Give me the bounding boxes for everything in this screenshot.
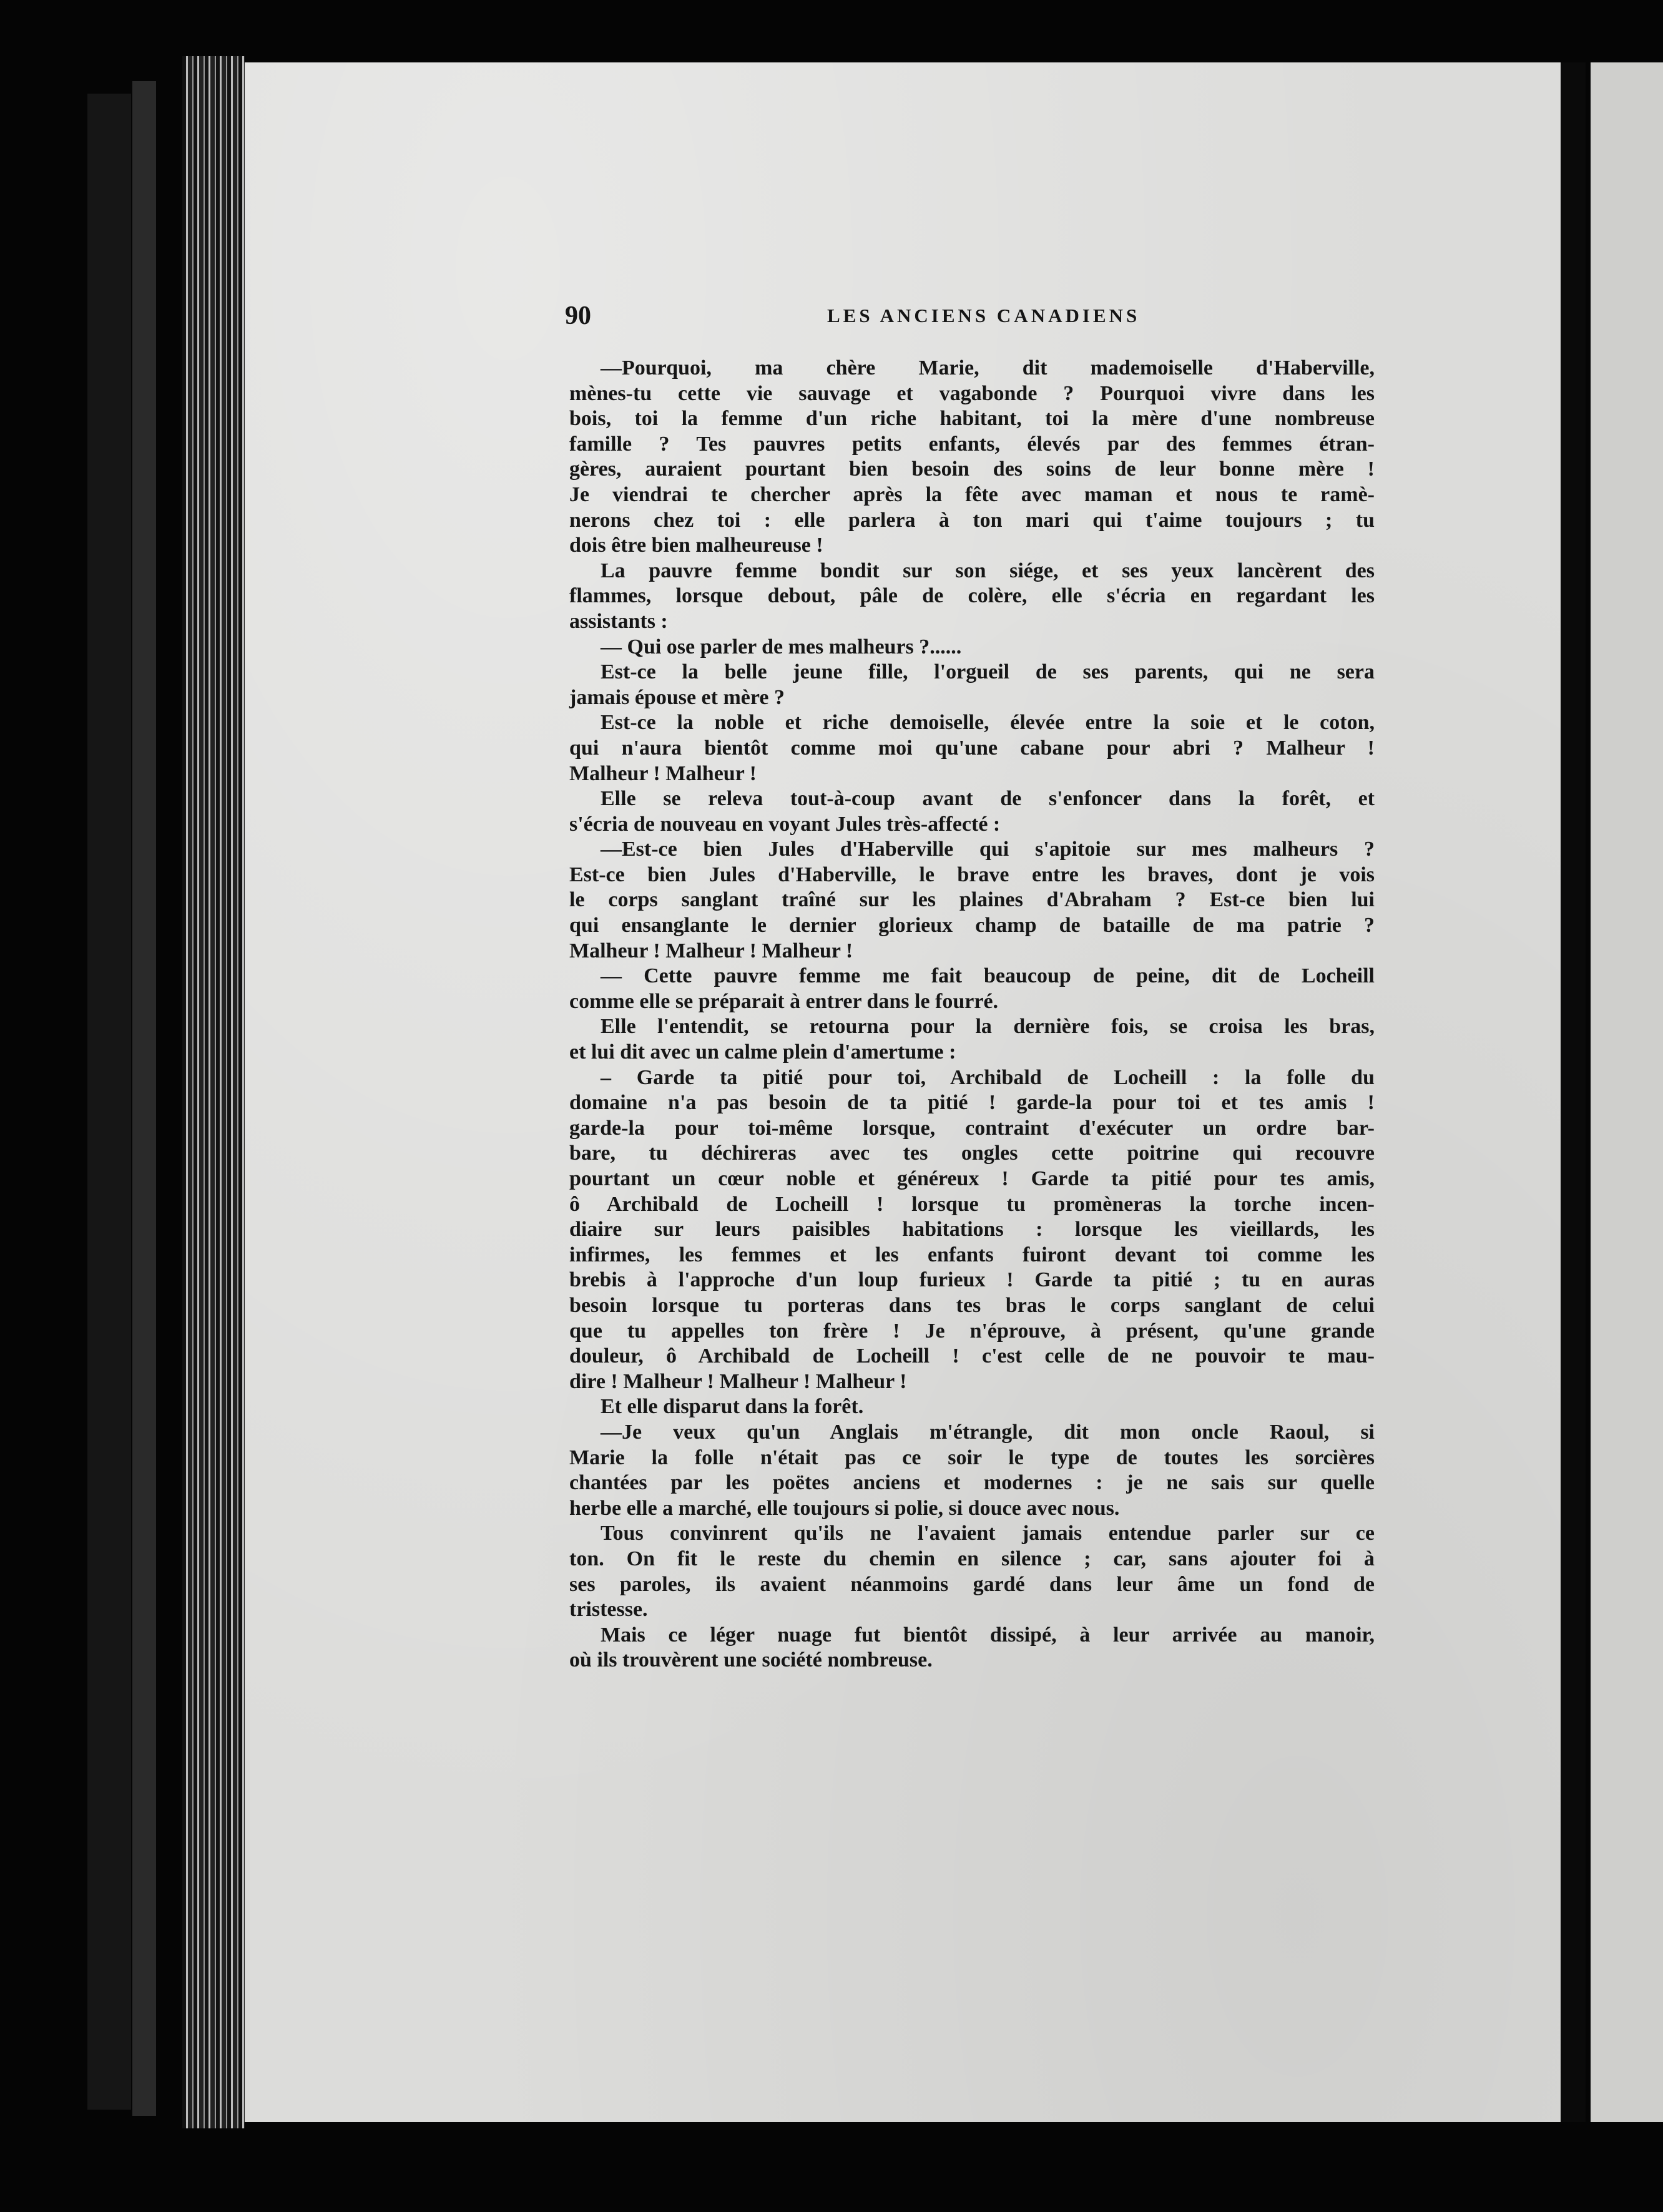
text-line: nerons chez toi : elle parlera à ton mari qui t'aime toujours ; tu	[569, 508, 1375, 532]
text-line: gères, auraient pourtant bien besoin des soins de leur bonne mère !	[569, 458, 1375, 481]
text-line: Marie la folle n'était pas ce soir le type de toutes les sorcières	[569, 1446, 1375, 1469]
text-line: bois, toi la femme d'un riche habitant, toi la mère d'une nombreuse	[569, 407, 1375, 431]
text-line: et lui dit avec un calme plein d'amertume :	[569, 1040, 956, 1064]
text-line: que tu appelles ton frère ! Je n'éprouve, à présent, qu'une grande	[569, 1319, 1375, 1343]
text-line: pourtant un cœur noble et généreux ! Garde ta pitié pour tes amis,	[569, 1167, 1375, 1190]
text-line: famille ? Tes pauvres petits enfants, élevés par des femmes étran-	[569, 432, 1375, 456]
body-text	[569, 356, 1375, 1673]
scan-border-left-inner	[132, 81, 156, 2116]
text-line: Tous convinrent qu'ils ne l'avaient jamais entendue parler sur ce	[601, 1522, 1375, 1545]
text-line: ses paroles, ils avaient néanmoins gardé dans leur âme un fond de	[569, 1572, 1375, 1596]
text-line: herbe elle a marché, elle toujours si polie, si douce avec nous.	[569, 1496, 1120, 1520]
text-line: garde-la pour toi-même lorsque, contraint d'exécuter un ordre bar-	[569, 1116, 1375, 1140]
text-line: dois être bien malheureuse !	[569, 534, 823, 557]
text-line: comme elle se préparait à entrer dans le fourré.	[569, 989, 999, 1013]
text-line: — Qui ose parler de mes malheurs ?......	[601, 635, 962, 658]
text-line: Elle se releva tout-à-coup avant de s'enfoncer dans la forêt, et	[601, 787, 1375, 811]
text-line: – Garde ta pitié pour toi, Archibald de Locheill : la folle du	[601, 1065, 1375, 1089]
text-line: Et elle disparut dans la forêt.	[601, 1395, 864, 1419]
text-line: diaire sur leurs paisibles habitations : lorsque les vieillards, les	[569, 1218, 1375, 1241]
page-number: 90	[565, 301, 591, 330]
text-line: ô Archibald de Locheill ! lorsque tu promèneras la torche incen-	[569, 1192, 1375, 1216]
running-title: LES ANCIENS CANADIENS	[827, 305, 1141, 326]
text-line: où ils trouvèrent une société nombreuse.	[569, 1648, 933, 1672]
text-line: flammes, lorsque debout, pâle de colère, elle s'écria en regardant les	[569, 584, 1375, 608]
text-line: — Cette pauvre femme me fait beaucoup de peine, dit de Locheill	[601, 964, 1375, 988]
text-line: Est-ce la noble et riche demoiselle, élevée entre la soie et le coton,	[601, 711, 1375, 735]
text-line: Malheur ! Malheur !	[569, 761, 757, 785]
text-line: La pauvre femme bondit sur son siége, et ses yeux lancèrent des	[601, 559, 1375, 582]
text-line: ton. On fit le reste du chemin en silence ; car, sans ajouter foi à	[569, 1547, 1375, 1570]
text-line: qui n'aura bientôt comme moi qu'une cabane pour abri ? Malheur !	[569, 736, 1375, 760]
text-line: —Je veux qu'un Anglais m'étrangle, dit mon oncle Raoul, si	[601, 1420, 1375, 1444]
book-page-edges	[182, 56, 245, 2128]
text-line: besoin lorsque tu porteras dans tes bras le corps sanglant de celui	[569, 1293, 1375, 1317]
text-line: Est-ce la belle jeune fille, l'orgueil de ses parents, qui ne sera	[601, 660, 1375, 684]
text-line: —Pourquoi, ma chère Marie, dit mademoiselle d'Haberville,	[601, 356, 1375, 379]
text-line: qui ensanglante le dernier glorieux champ de bataille de ma patrie ?	[569, 914, 1375, 937]
text-line: assistants :	[569, 609, 668, 633]
text-line: le corps sanglant traîné sur les plaines d'Abraham ? Est-ce bien lui	[569, 888, 1375, 912]
text-line: Malheur ! Malheur ! Malheur !	[569, 939, 853, 962]
scan-border-right	[1561, 62, 1586, 2122]
text-line: douleur, ô Archibald de Locheill ! c'est celle de ne pouvoir te mau-	[569, 1344, 1375, 1368]
text-line: chantées par les poëtes anciens et modernes : je ne sais sur quelle	[569, 1471, 1375, 1495]
text-line: mènes-tu cette vie sauvage et vagabonde ? Pourquoi vivre dans les	[569, 381, 1375, 405]
text-line: Elle l'entendit, se retourna pour la dernière fois, se croisa les bras,	[601, 1015, 1375, 1039]
text-line: brebis à l'approche d'un loup furieux ! Garde ta pitié ; tu en auras	[569, 1268, 1375, 1292]
text-line: jamais épouse et mère ?	[569, 685, 785, 709]
text-line: Est-ce bien Jules d'Haberville, le brave entre les braves, dont je vois	[569, 863, 1375, 886]
text-line: dire ! Malheur ! Malheur ! Malheur !	[569, 1369, 907, 1393]
text-line: domaine n'a pas besoin de ta pitié ! garde-la pour toi et tes amis !	[569, 1091, 1375, 1115]
text-line: s'écria de nouveau en voyant Jules très-affecté :	[569, 812, 1001, 836]
facing-page-sliver	[1591, 62, 1663, 2122]
text-line: —Est-ce bien Jules d'Haberville qui s'apitoie sur mes malheurs ?	[601, 838, 1375, 861]
text-line: bare, tu déchireras avec tes ongles cette poitrine qui recouvre	[569, 1142, 1375, 1165]
scan-border-left	[87, 94, 131, 2110]
text-line: Mais ce léger nuage fut bientôt dissipé, à leur arrivée au manoir,	[601, 1623, 1375, 1647]
text-line: tristesse.	[569, 1598, 648, 1622]
running-header	[565, 301, 1376, 338]
text-line: infirmes, les femmes et les enfants fuiront devant toi comme les	[569, 1243, 1375, 1266]
text-line: Je viendrai te chercher après la fête avec maman et nous te ramè-	[569, 482, 1375, 506]
